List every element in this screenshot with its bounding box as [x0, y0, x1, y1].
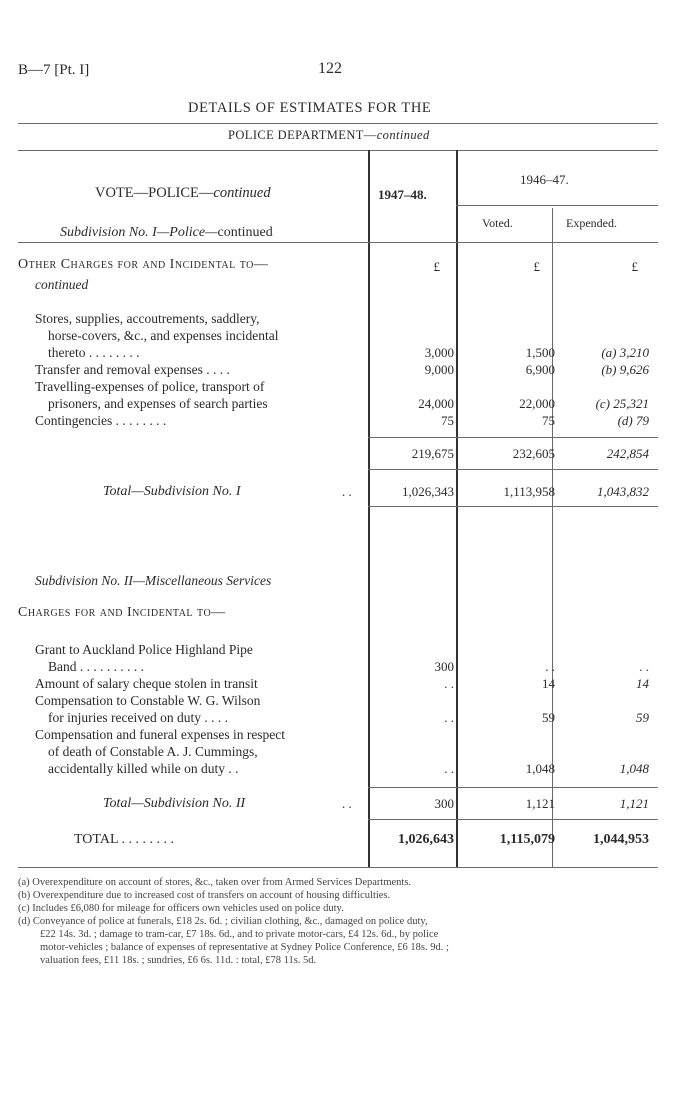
total-subdivision-1-leader: . .	[342, 484, 352, 499]
currency-voted: £	[533, 259, 540, 274]
salary-cheque-estimate: . .	[444, 676, 454, 691]
expended-heading: Expended.	[566, 216, 617, 230]
table-bottom-rule	[18, 867, 658, 868]
subtotal-rule	[368, 437, 658, 438]
item-cummings-line2: of death of Constable A. J. Cummings,	[48, 744, 258, 759]
currency-expended: £	[631, 259, 638, 274]
section2-title: Subdivision No. II—Miscellaneous Services	[35, 573, 272, 588]
travelling-voted: 22,000	[519, 396, 555, 411]
subtotal-estimate: 219,675	[411, 446, 454, 461]
total-subdivision-2-expended: 1,121	[619, 796, 649, 811]
total-subdivision-2-leader: . .	[342, 796, 352, 811]
page-subtitle: POLICE DEPARTMENT—continued	[228, 128, 430, 142]
total-subdivision-2-label: Total—Subdivision No. II	[103, 796, 246, 811]
column-header-rule	[18, 242, 658, 243]
item-stores-line2: horse-covers, &c., and expenses incidental	[48, 328, 279, 343]
total-subdivision-2-voted: 1,121	[525, 796, 555, 811]
year-current: 1947–48.	[378, 187, 427, 202]
contingencies-expended: (d) 79	[617, 413, 649, 428]
item-wilson-line2: for injuries received on duty . . . .	[48, 710, 228, 725]
footnote-b: (b) Overexpenditure due to increased cost of transfers on account of housing difficulties.	[18, 890, 391, 901]
page-number: 122	[318, 60, 342, 77]
contingencies-estimate: 75	[441, 413, 454, 428]
total-subdivision-1-rule	[368, 506, 658, 507]
footnote-d-line2: £22 14s. 3d. ; damage to tram-car, £7 18s. 6d., and to private motor-cars, £4 12s. 6d., by police	[40, 929, 439, 940]
item-cummings-line1: Compensation and funeral expenses in respect	[35, 727, 286, 742]
pipe-band-voted: . .	[545, 659, 555, 674]
page-title: DETAILS OF ESTIMATES FOR THE	[188, 100, 432, 116]
grand-total-expended: 1,044,953	[593, 832, 649, 847]
section2-heading: Charges for and Incidental to—	[18, 605, 226, 620]
stores-expended: (a) 3,210	[601, 345, 649, 360]
item-transfer-line1: Transfer and removal expenses . . . .	[35, 362, 230, 377]
item-cummings-line3: accidentally killed while on duty . .	[48, 761, 239, 776]
wilson-estimate: . .	[444, 710, 454, 725]
total-subdivision-2-estimate: 300	[434, 796, 454, 811]
vote-heading: VOTE—POLICE—continued	[95, 185, 271, 201]
total-subdivision-1-expended: 1,043,832	[597, 484, 649, 499]
year-previous: 1946–47.	[520, 172, 569, 187]
item-contingencies-line1: Contingencies . . . . . . . .	[35, 413, 167, 428]
grand-total-label: TOTAL . . . . . . . .	[74, 832, 174, 847]
grand-total-estimate: 1,026,643	[398, 832, 454, 847]
year-split-rule	[456, 205, 658, 206]
pipe-band-estimate: 300	[434, 659, 454, 674]
total-subdivision-1-estimate: 1,026,343	[402, 484, 454, 499]
item-wilson-line1: Compensation to Constable W. G. Wilson	[35, 693, 261, 708]
section1-heading: Other Charges for and Incidental to—	[18, 257, 269, 272]
section1-heading-cont: continued	[35, 277, 89, 292]
item-pipe-band-line1: Grant to Auckland Police Highland Pipe	[35, 642, 253, 657]
item-stores-line1: Stores, supplies, accoutrements, saddlery,	[35, 311, 260, 326]
subtotal-voted: 232,605	[512, 446, 555, 461]
subdivision-heading: Subdivision No. I—Police—continued	[60, 225, 273, 240]
item-salary-cheque-line1: Amount of salary cheque stolen in transit	[35, 676, 258, 691]
salary-cheque-voted: 14	[542, 676, 555, 691]
subtotal-bottom-rule	[368, 469, 658, 470]
transfer-estimate: 9,000	[424, 362, 454, 377]
total-subdivision-2-top-rule	[368, 787, 658, 788]
footnote-c: (c) Includes £6,080 for mileage for officers own vehicles used on police duty.	[18, 903, 344, 914]
cummings-estimate: . .	[444, 761, 454, 776]
item-travelling-line1: Travelling-expenses of police, transport of	[35, 379, 265, 394]
total-subdivision-1-label: Total—Subdivision No. I	[103, 484, 241, 499]
subtotal-expended: 242,854	[606, 446, 649, 461]
footnote-a: (a) Overexpenditure on account of stores, &c., taken over from Armed Services Departments.	[18, 877, 412, 888]
footnote-d-line1: (d) Conveyance of police at funerals, £18 2s. 6d. ; civilian clothing, &c., damaged on police duty,	[18, 916, 428, 927]
document-reference: B—7 [Pt. I]	[18, 62, 90, 78]
footnote-d-line4: valuation fees, £11 18s. ; sundries, £6 6s. 11d. : total, £78 11s. 5d.	[40, 955, 317, 966]
total-subdivision-2-rule	[368, 819, 658, 820]
cummings-expended: 1,048	[619, 761, 649, 776]
item-stores-line3: thereto . . . . . . . .	[48, 345, 140, 360]
header-rule	[18, 150, 658, 151]
item-pipe-band-line2: Band . . . . . . . . . .	[48, 659, 144, 674]
stores-voted: 1,500	[525, 345, 555, 360]
stores-estimate: 3,000	[424, 345, 454, 360]
cummings-voted: 1,048	[525, 761, 555, 776]
transfer-expended: (b) 9,626	[601, 362, 649, 377]
contingencies-voted: 75	[542, 413, 555, 428]
grand-total-voted: 1,115,079	[499, 832, 555, 847]
travelling-expended: (c) 25,321	[595, 396, 649, 411]
pipe-band-expended: . .	[639, 659, 649, 674]
voted-heading: Voted.	[482, 216, 513, 230]
footnote-d-line3: motor-vehicles ; balance of expenses of representative at Sydney Police Conference, £6 18s. 9d. ;	[40, 942, 449, 953]
currency-current: £	[433, 259, 440, 274]
salary-cheque-expended: 14	[636, 676, 649, 691]
wilson-voted: 59	[542, 710, 555, 725]
column-rule-2	[456, 150, 458, 867]
item-travelling-line2: prisoners, and expenses of search parties	[48, 396, 268, 411]
title-rule	[18, 123, 658, 124]
travelling-estimate: 24,000	[418, 396, 454, 411]
transfer-voted: 6,900	[525, 362, 555, 377]
total-subdivision-1-voted: 1,113,958	[503, 484, 555, 499]
column-rule-1	[368, 150, 370, 867]
wilson-expended: 59	[636, 710, 649, 725]
